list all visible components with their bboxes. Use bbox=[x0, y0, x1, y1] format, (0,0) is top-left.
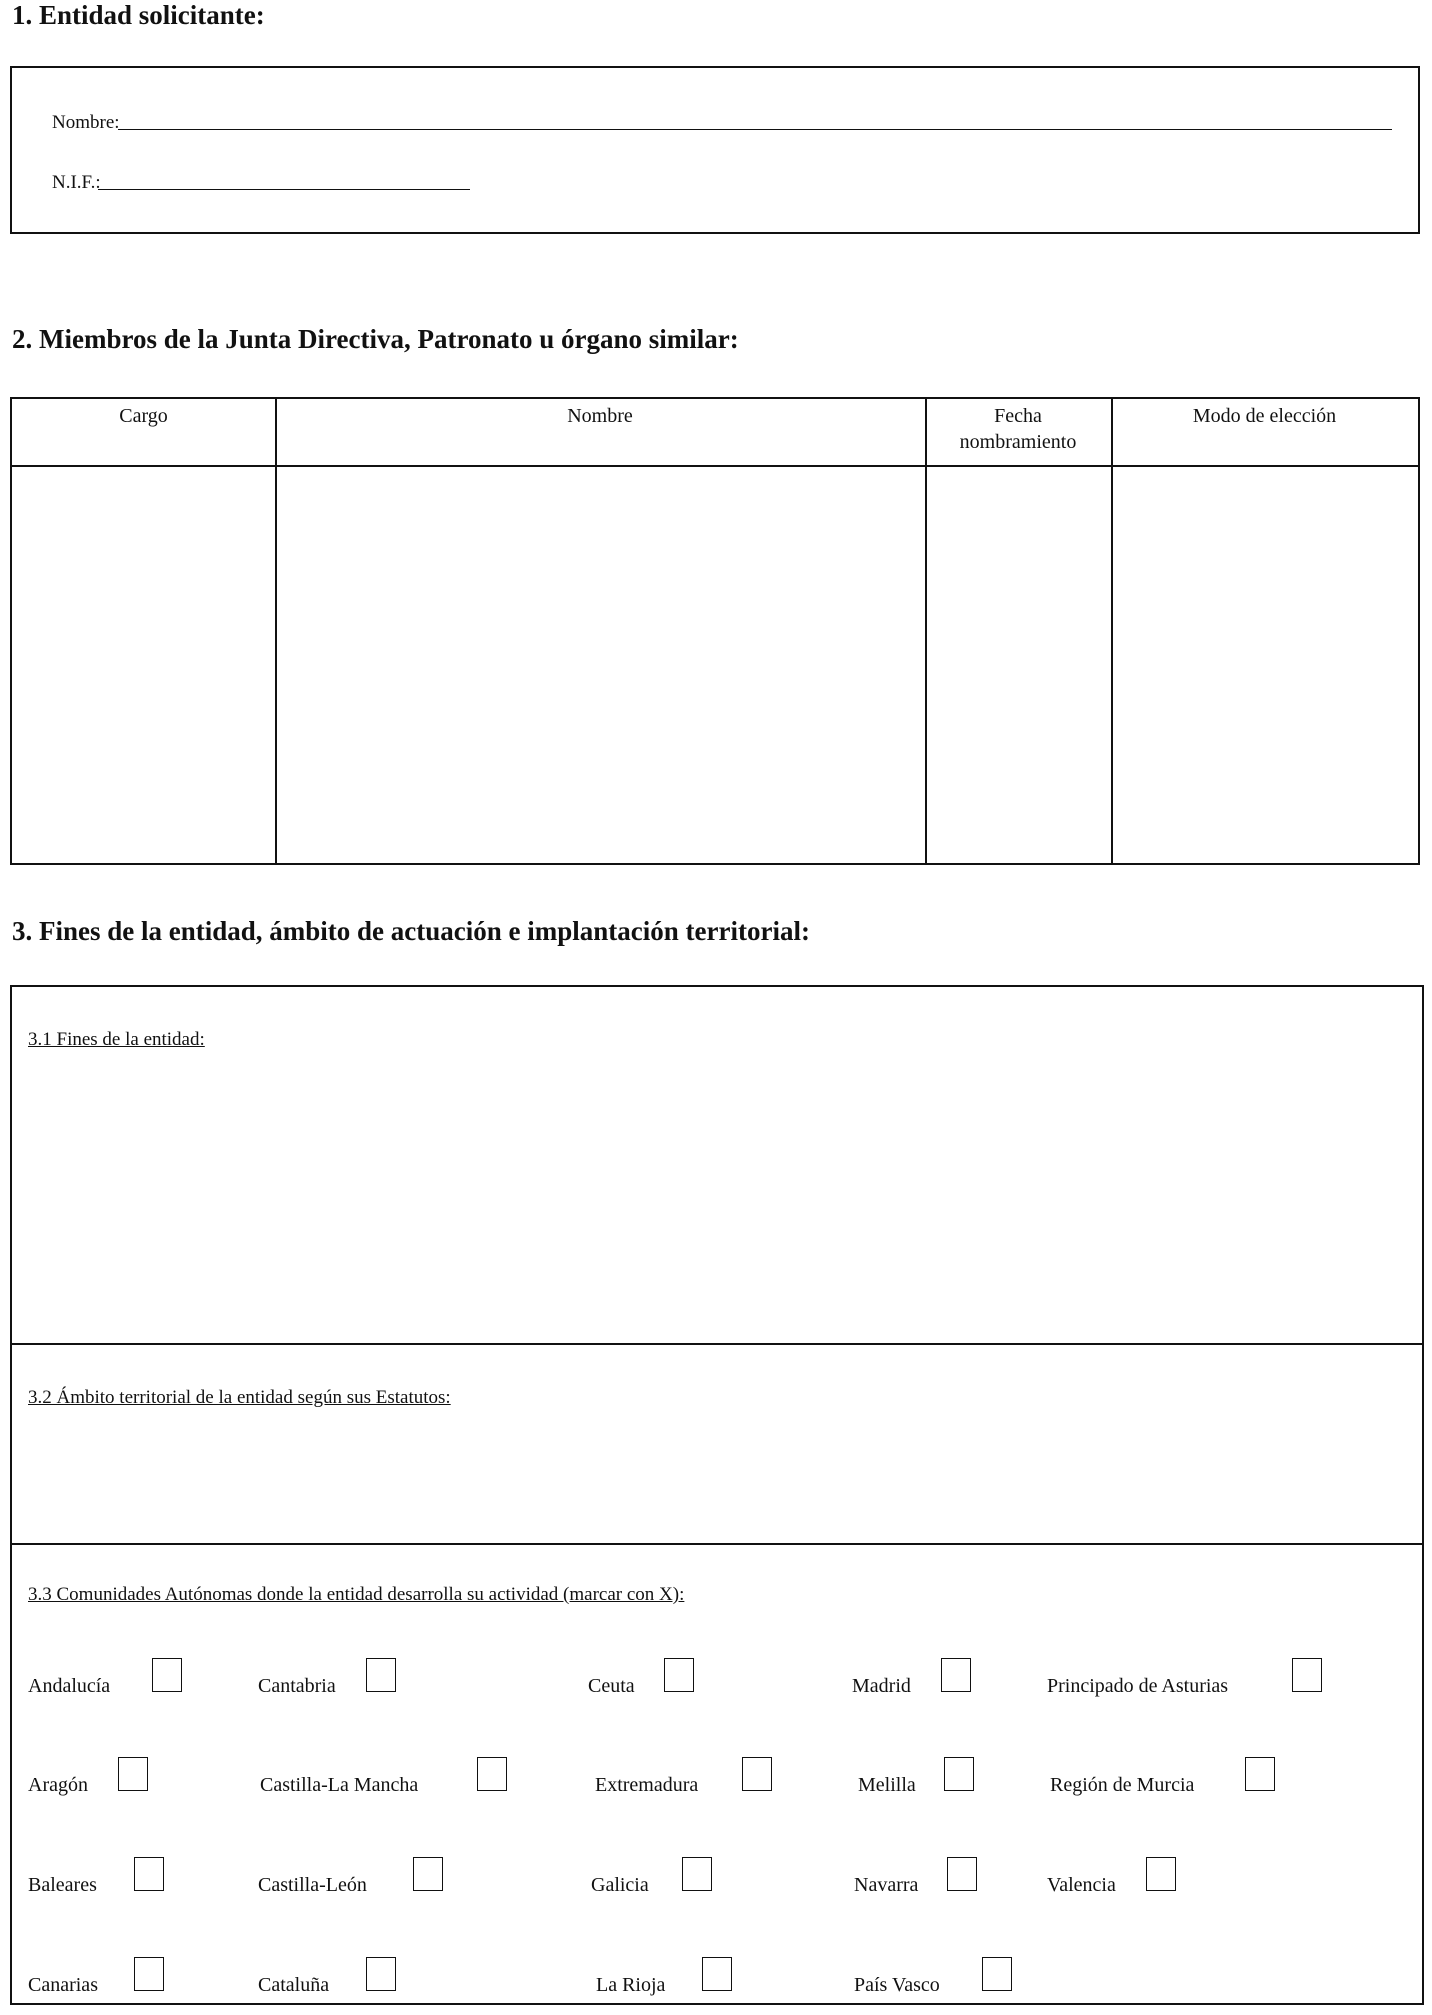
checkbox-andalucia[interactable] bbox=[152, 1658, 182, 1692]
ambito-territorial-area[interactable] bbox=[12, 1427, 1422, 1537]
region-label: Madrid bbox=[852, 1675, 911, 1697]
table-body-nombre[interactable] bbox=[277, 467, 925, 863]
checkbox-castilla-la-mancha[interactable] bbox=[477, 1757, 507, 1791]
column-header-fecha-line2: nombramiento bbox=[959, 431, 1077, 453]
section-3-title: 3. Fines de la entidad, ámbito de actuación e implantación territorial: bbox=[12, 916, 810, 946]
column-header-fecha-line1: Fecha bbox=[994, 405, 1042, 427]
junta-directiva-table bbox=[10, 397, 1420, 865]
region-label: Principado de Asturias bbox=[1047, 1675, 1229, 1697]
checkbox-cantabria[interactable] bbox=[366, 1658, 396, 1692]
checkbox-la-rioja[interactable] bbox=[702, 1957, 732, 1991]
checkbox-canarias[interactable] bbox=[134, 1957, 164, 1991]
checkbox-navarra[interactable] bbox=[947, 1857, 977, 1891]
fines-entidad-label: 3.1 Fines de la entidad: bbox=[28, 1029, 205, 1050]
table-body-fecha[interactable] bbox=[927, 467, 1111, 863]
column-header-nombre: Nombre bbox=[567, 405, 633, 427]
region-label: Aragón bbox=[28, 1774, 88, 1796]
region-label: Navarra bbox=[854, 1874, 919, 1896]
region-label: País Vasco bbox=[854, 1974, 940, 1996]
entidad-solicitante-box bbox=[10, 66, 1420, 234]
table-body-cargo[interactable] bbox=[12, 467, 275, 863]
region-label: Galicia bbox=[591, 1874, 649, 1896]
checkbox-principado-de-asturias[interactable] bbox=[1292, 1658, 1322, 1692]
column-header-fecha bbox=[925, 399, 1111, 455]
region-label: Canarias bbox=[28, 1974, 98, 1996]
checkbox-ceuta[interactable] bbox=[664, 1658, 694, 1692]
section-1-title: 1. Entidad solicitante: bbox=[12, 0, 265, 30]
ambito-territorial-label: 3.2 Ámbito territorial de la entidad según sus Estatutos: bbox=[28, 1387, 451, 1408]
checkbox-region-de-murcia[interactable] bbox=[1245, 1757, 1275, 1791]
region-label: Cataluña bbox=[258, 1974, 330, 1996]
region-label: Castilla-León bbox=[258, 1874, 367, 1896]
region-label: Andalucía bbox=[28, 1675, 111, 1697]
fines-entidad-area[interactable] bbox=[12, 1067, 1422, 1327]
region-label: La Rioja bbox=[596, 1974, 666, 1996]
region-label: Cantabria bbox=[258, 1675, 336, 1697]
checkbox-melilla[interactable] bbox=[944, 1757, 974, 1791]
region-label: Castilla-La Mancha bbox=[260, 1774, 419, 1796]
section-2-title: 2. Miembros de la Junta Directiva, Patronato u órgano similar: bbox=[12, 324, 739, 354]
region-label: Baleares bbox=[28, 1874, 97, 1896]
nif-label: N.I.F.: bbox=[52, 172, 101, 193]
nombre-label: Nombre: bbox=[52, 112, 120, 133]
checkbox-valencia[interactable] bbox=[1146, 1857, 1176, 1891]
checkbox-pais-vasco[interactable] bbox=[982, 1957, 1012, 1991]
region-label: Extremadura bbox=[595, 1774, 699, 1796]
fines-entidad-box bbox=[10, 985, 1424, 2005]
checkbox-baleares[interactable] bbox=[134, 1857, 164, 1891]
checkbox-extremadura[interactable] bbox=[742, 1757, 772, 1791]
nif-field[interactable] bbox=[98, 189, 470, 190]
nombre-field[interactable] bbox=[118, 129, 1392, 130]
region-label: Ceuta bbox=[588, 1675, 635, 1697]
checkbox-cataluna[interactable] bbox=[366, 1957, 396, 1991]
checkbox-madrid[interactable] bbox=[941, 1658, 971, 1692]
column-header-cargo: Cargo bbox=[119, 405, 168, 427]
region-label: Región de Murcia bbox=[1050, 1774, 1195, 1796]
checkbox-galicia[interactable] bbox=[682, 1857, 712, 1891]
table-body-modo[interactable] bbox=[1113, 467, 1418, 863]
comunidades-label: 3.3 Comunidades Autónomas donde la entidad desarrolla su actividad (marcar con X): bbox=[28, 1584, 685, 1605]
region-label: Valencia bbox=[1047, 1874, 1116, 1896]
column-header-modo-eleccion: Modo de elección bbox=[1192, 405, 1337, 427]
region-label: Melilla bbox=[858, 1774, 916, 1796]
checkbox-aragon[interactable] bbox=[118, 1757, 148, 1791]
checkbox-castilla-leon[interactable] bbox=[413, 1857, 443, 1891]
